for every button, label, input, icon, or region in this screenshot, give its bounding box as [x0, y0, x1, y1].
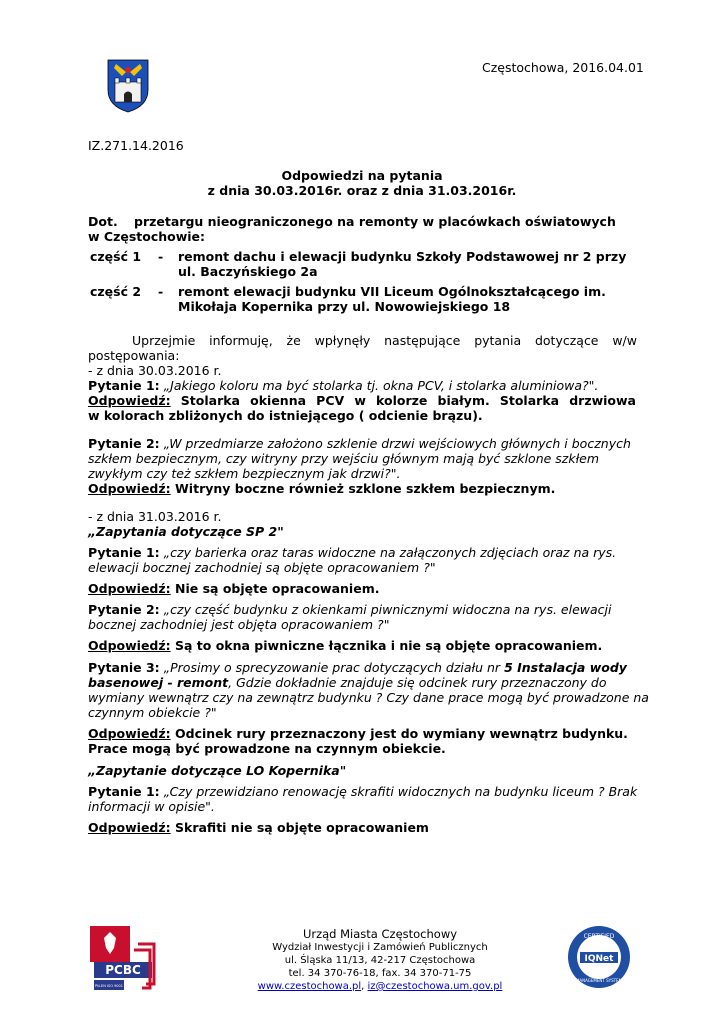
- answer-2-sp2: [88, 638, 602, 653]
- answer-1-line2: w kolorach zbliżonych do istniejącego ( odcienie brązu).: [88, 408, 483, 423]
- question-label: Pytanie 1:: [88, 545, 160, 560]
- question-3-sp2-line4: czynnym obiekcie ?": [88, 705, 217, 720]
- question-2: [88, 436, 631, 451]
- footer-department: Wydział Inwestycji i Zamówień Publicznych: [272, 942, 488, 953]
- date-31-03: - z dnia 31.03.2016 r.: [88, 509, 222, 524]
- part-desc-line2: Mikołaja Kopernika przy ul. Nowowiejskiego 18: [178, 299, 511, 314]
- question-1: [88, 378, 598, 393]
- footer-office: Urząd Miasta Częstochowy: [302, 927, 458, 941]
- question-3-sp2-line2: [88, 675, 606, 690]
- answer-label: Odpowiedź:: [88, 581, 171, 596]
- iqnet-certification-logo: [566, 924, 632, 990]
- question-3-sp2: [88, 660, 627, 675]
- question-2-sp2-line2: bocznej zachodniej jest objęta opracowaniem ?": [88, 617, 390, 632]
- date-30-03: - z dnia 30.03.2016 r.: [88, 363, 222, 378]
- intro-line2: postępowania:: [88, 348, 180, 363]
- part-dash: -: [158, 284, 164, 299]
- part-label: część 2: [90, 284, 142, 299]
- question-1-lo: [88, 784, 637, 799]
- footer-address: [180, 928, 580, 993]
- question-label: Pytanie 1:: [88, 784, 160, 799]
- pcbc-logo-text: PCBC: [105, 963, 141, 977]
- question-1-sp2: [88, 545, 616, 560]
- footer-links: [180, 980, 580, 993]
- question-text: „W przedmiarze założono szklenie drzwi wejściowych głównych i bocznych: [163, 436, 631, 451]
- part-desc: remont elewacji budynku VII Liceum Ogólnokształcącego im.: [178, 284, 606, 299]
- question-1-lo-line2: informacji w opisie".: [88, 799, 215, 814]
- reference-number: IZ.271.14.2016: [88, 138, 184, 153]
- answer-1-lo: [88, 820, 429, 835]
- part-desc: remont dachu i elewacji budynku Szkoły Podstawowej nr 2 przy: [178, 249, 627, 264]
- subject-text-line2: w Częstochowie:: [88, 229, 206, 244]
- intro-line1: Uprzejmie informuję, że wpłynęły następujące pytania dotyczące w/w: [132, 333, 637, 348]
- question-label: Pytanie 2:: [88, 602, 160, 617]
- pcbc-logo-subtext: PN-EN ISO 9001: [95, 984, 123, 988]
- answer-text: Witryny boczne również szklone szkłem bezpiecznym.: [175, 481, 556, 496]
- section-lo-kopernika: „Zapytanie dotyczące LO Kopernika": [88, 763, 347, 778]
- answer-2: [88, 481, 555, 496]
- question-emphasis: basenowej - remont: [88, 675, 229, 690]
- question-label: Pytanie 1:: [88, 378, 160, 393]
- question-label: Pytanie 3:: [88, 660, 160, 675]
- footer-phone: tel. 34 370-76-18, fax. 34 370-71-75: [288, 968, 472, 979]
- question-text: „czy część budynku z okienkami piwnicznymi widoczna na rys. elewacji: [163, 602, 612, 617]
- subject-prefix: Dot.: [88, 214, 118, 229]
- iqnet-ring-bottom-text: MANAGEMENT SYSTEM: [575, 978, 623, 983]
- email-link[interactable]: iz@czestochowa.um.gov.pl: [367, 981, 503, 992]
- question-2-sp2: [88, 602, 611, 617]
- part-1: [90, 249, 626, 264]
- subject-text: przetargu nieograniczonego na remonty w placówkach oświatowych: [134, 214, 616, 229]
- question-text: , Gdzie dokładnie znajduje się odcinek rury przeznaczony do: [228, 675, 607, 690]
- part-label: część 1: [90, 249, 142, 264]
- part-2: [90, 284, 606, 299]
- answer-text: Skrafiti nie są objęte opracowaniem: [175, 820, 429, 835]
- question-text: „czy barierka oraz taras widoczne na załączonych zdjęciach oraz na rys.: [163, 545, 617, 560]
- footer-street: ul. Śląska 11/13, 42-217 Częstochowa: [284, 955, 476, 966]
- subject-line: [88, 214, 616, 229]
- answer-1: [88, 393, 636, 408]
- pcbc-certification-logo: [88, 924, 158, 994]
- place-date: Częstochowa, 2016.04.01: [482, 60, 644, 75]
- part-dash: -: [158, 249, 164, 264]
- question-1-sp2-line2: elewacji bocznej zachodniej są objęte opracowaniem ?": [88, 560, 436, 575]
- answer-text: Nie są objęte opracowaniem.: [175, 581, 380, 596]
- answer-label: Odpowiedź:: [88, 481, 171, 496]
- part-desc-line2: ul. Baczyńskiego 2a: [178, 264, 318, 279]
- section-sp2: „Zapytania dotyczące SP 2": [88, 524, 284, 539]
- answer-label: Odpowiedź:: [88, 726, 171, 741]
- answer-3-sp2-line2: Prace mogą być prowadzone na czynnym obiekcie.: [88, 741, 446, 756]
- answer-text: Stolarka okienna PCV w kolorze białym. Stolarka drzwiowa: [180, 393, 636, 408]
- website-link[interactable]: www.czestochowa.pl: [257, 981, 362, 992]
- answer-label: Odpowiedź:: [88, 393, 171, 408]
- answer-1-sp2: [88, 581, 379, 596]
- question-text: „Czy przewidziano renowację skrafiti widocznych na budynku liceum ? Brak: [163, 784, 638, 799]
- answer-text: Odcinek rury przeznaczony jest do wymiany wewnątrz budynku.: [175, 726, 628, 741]
- answer-3-sp2: [88, 726, 628, 741]
- answer-label: Odpowiedź:: [88, 820, 171, 835]
- question-2-line3: zwykłym czy też szkłem bezpiecznym jak drzwi?".: [88, 466, 401, 481]
- doc-title-line1: Odpowiedzi na pytania: [281, 168, 443, 183]
- iqnet-logo-text: IQNet: [584, 954, 614, 964]
- iqnet-ring-top-text: CERTIFIED: [583, 933, 615, 940]
- question-text: „Prosimy o sprecyzowanie prac dotyczących działu nr: [163, 660, 505, 675]
- answer-text: Są to okna piwniczne łącznika i nie są objęte opracowaniem.: [175, 638, 603, 653]
- question-emphasis: 5 Instalacja wody: [504, 660, 627, 675]
- doc-title-line2: z dnia 30.03.2016r. oraz z dnia 31.03.2016r.: [207, 183, 517, 198]
- question-3-sp2-line3: wymiany wewnątrz czy na zewnątrz budynku ? Czy dane prace mogą być prowadzone na: [88, 690, 649, 705]
- question-text: „Jakiego koloru ma być stolarka tj. okna PCV, i stolarka aluminiowa?".: [163, 378, 599, 393]
- footer-link-separator: ,: [361, 981, 368, 992]
- city-crest-logo: [106, 58, 150, 114]
- question-label: Pytanie 2:: [88, 436, 160, 451]
- answer-label: Odpowiedź:: [88, 638, 171, 653]
- question-2-line2: szkłem bezpiecznym, czy witryny przy wejściu głównym mają być szklone szkłem: [88, 451, 600, 466]
